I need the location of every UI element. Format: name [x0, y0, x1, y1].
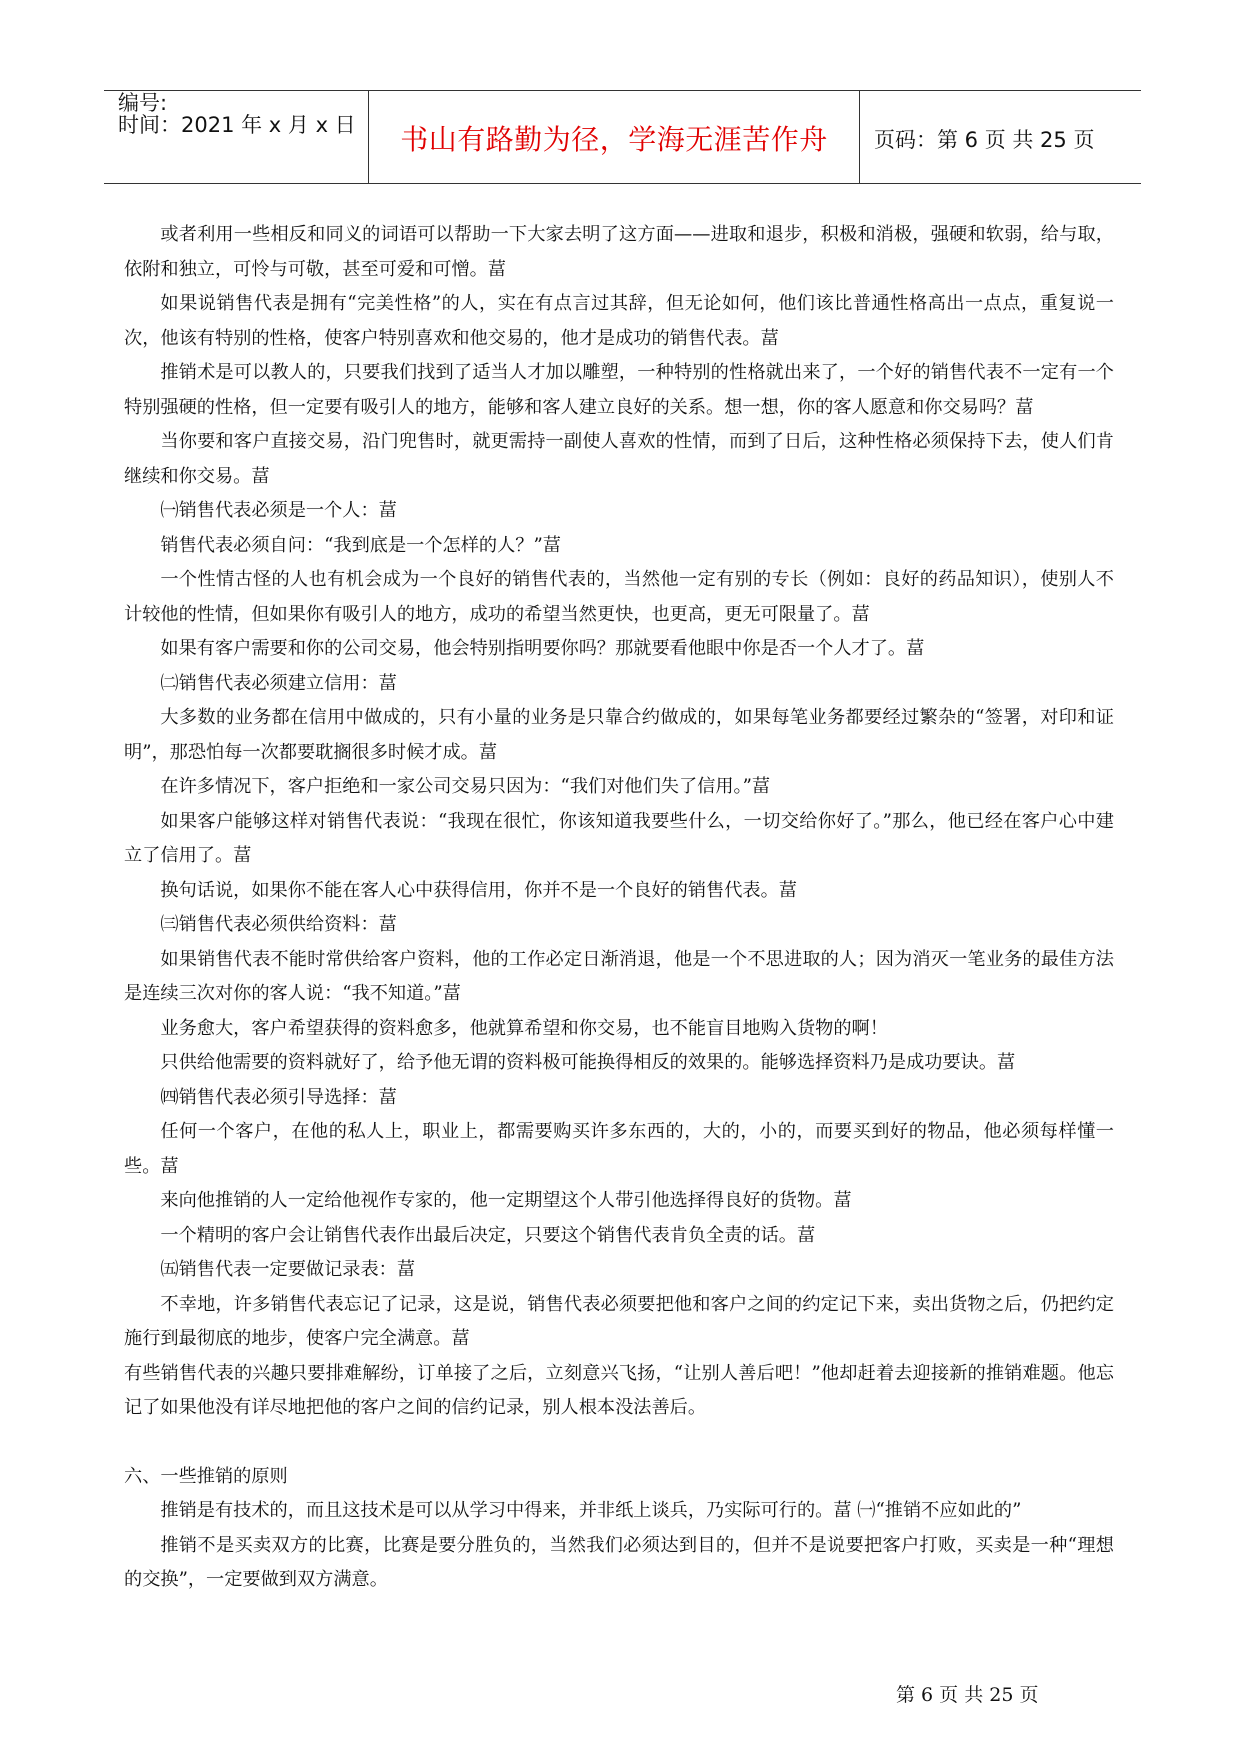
paragraph: 一个精明的客户会让销售代表作出最后决定，只要这个销售代表肯负全责的话。葍 [160, 1224, 816, 1246]
paragraph: 如果有客户需要和你的公司交易，他会特别指明要你吗？那就要看他眼中你是否一个人才了。葍 [160, 638, 925, 659]
header-motto-cell [368, 91, 860, 183]
page-footer: 第 6 页 共 25 页 [896, 1684, 1039, 1706]
paragraph: 有些销售代表的兴趣只要排难解纷，订单接了之后，立刻意兴飞扬，“让别人善后吧！”他却赶着去迎接新的推销难题。他忘记了如果他没有详尽地把他的客户之间的信约记录，别人根本没法善后。 [124, 1362, 1114, 1418]
paragraph: 换句话说，如果你不能在客人心中获得信用，你并不是一个良好的销售代表。葍 [160, 879, 797, 901]
subheading: ㈡销售代表必须建立信用：葍 [160, 672, 397, 694]
paragraph: 如果说销售代表是拥有“完美性格”的人，实在有点言过其辞，但无论如何，他们该比普通性格高出一点点，重复说一次，他该有特别的性格，使客户特别喜欢和他交易的，他才是成功的销售代表。葍 [124, 293, 1114, 349]
paragraph: 当你要和客户直接交易，沿门兜售时，就更需持一副使人喜欢的性情，而到了日后，这种性格必须保持下去，使人们肯继续和你交易。葍 [124, 431, 1114, 487]
subheading: ㈢销售代表必须供给资料：葍 [160, 914, 397, 935]
paragraph: 或者利用一些相反和同义的词语可以帮助一下大家去明了这方面——进取和退步，积极和消极，强硬和软弱，给与取，依附和独立，可怜与可敬，甚至可爱和可憎。葍 [124, 224, 1114, 280]
subheading: ㈣销售代表必须引导选择：葍 [160, 1086, 397, 1108]
paragraph: 只供给他需要的资料就好了，给予他无谓的资料极可能换得相反的效果的。能够选择资料乃是成功要诀。葍 [160, 1052, 1016, 1073]
document-number-label: 编号: [118, 91, 168, 115]
header-page-cell [860, 91, 1141, 183]
paragraph: 业务愈大，客户希望获得的资料愈多，他就算希望和你交易，也不能盲目地购入货物的啊！ [160, 1017, 888, 1039]
document-body [124, 218, 1114, 1598]
paragraph: 如果客户能够这样对销售代表说：“我现在很忙，你该知道我要些什么，一切交给你好了。”那么，他已经在客户心中建立了信用了。葍 [124, 810, 1114, 866]
paragraph: 大多数的业务都在信用中做成的，只有小量的业务是只靠合约做成的，如果每笔业务都要经过繁杂的“签署，对印和证明”，那恐怕每一次都要耽搁很多时候才成。葍 [124, 707, 1114, 763]
page-header [104, 90, 1141, 184]
subheading: ㈠销售代表必须是一个人：葍 [160, 500, 397, 521]
header-meta-cell [104, 91, 368, 183]
paragraph: 销售代表必须自问：“我到底是一个怎样的人？”葍 [160, 534, 561, 556]
document-time-label: 时间：2021 年 x 月 x 日 [118, 113, 356, 137]
paragraph: 推销术是可以教人的，只要我们找到了适当人才加以雕塑，一种特别的性格就出来了，一个好的销售代表不一定有一个特别强硬的性格，但一定要有吸引人的地方，能够和客人建立良好的关系。想一想，你的客人愿意和你交易吗？葍 [124, 362, 1114, 418]
section-title: 六、一些推销的原则 [124, 1465, 288, 1487]
paragraph: 一个性情古怪的人也有机会成为一个良好的销售代表的，当然他一定有别的专长（例如：良好的药品知识），使别人不计较他的性情，但如果你有吸引人的地方，成功的希望当然更快，也更高，更无可限量了。葍 [124, 569, 1114, 625]
paragraph: 在许多情况下，客户拒绝和一家公司交易只因为：“我们对他们失了信用。”葍 [160, 776, 771, 797]
header-motto: 书山有路勤为径，学海无涯苦作舟 [400, 123, 828, 156]
paragraph: 不幸地，许多销售代表忘记了记录，这是说，销售代表必须要把他和客户之间的约定记下来，卖出货物之后，仍把约定施行到最彻底的地步，使客户完全满意。葍 [124, 1293, 1114, 1349]
header-page-number: 页码：第 6 页 共 25 页 [874, 128, 1095, 152]
paragraph: 任何一个客户，在他的私人上，职业上，都需要购买许多东西的，大的，小的，而要买到好的物品，他必须每样懂一些。葍 [124, 1121, 1114, 1177]
paragraph: 推销是有技术的，而且这技术是可以从学习中得来，并非纸上谈兵，乃实际可行的。葍 ㈠“推销不应如此的” [160, 1500, 1022, 1521]
paragraph: 来向他推销的人一定给他视作专家的，他一定期望这个人带引他选择得良好的货物。葍 [160, 1190, 852, 1211]
section-gap [124, 1426, 1114, 1460]
paragraph: 如果销售代表不能时常供给客户资料，他的工作必定日渐消退，他是一个不思进取的人；因为消灭一笔业务的最佳方法是连续三次对你的客人说：“我不知道。”葍 [124, 948, 1114, 1004]
subheading: ㈤销售代表一定要做记录表：葍 [160, 1259, 416, 1280]
paragraph: 推销不是买卖双方的比赛，比赛是要分胜负的，当然我们必须达到目的，但并不是说要把客户打败，买卖是一种“理想的交换”，一定要做到双方满意。 [124, 1534, 1114, 1590]
